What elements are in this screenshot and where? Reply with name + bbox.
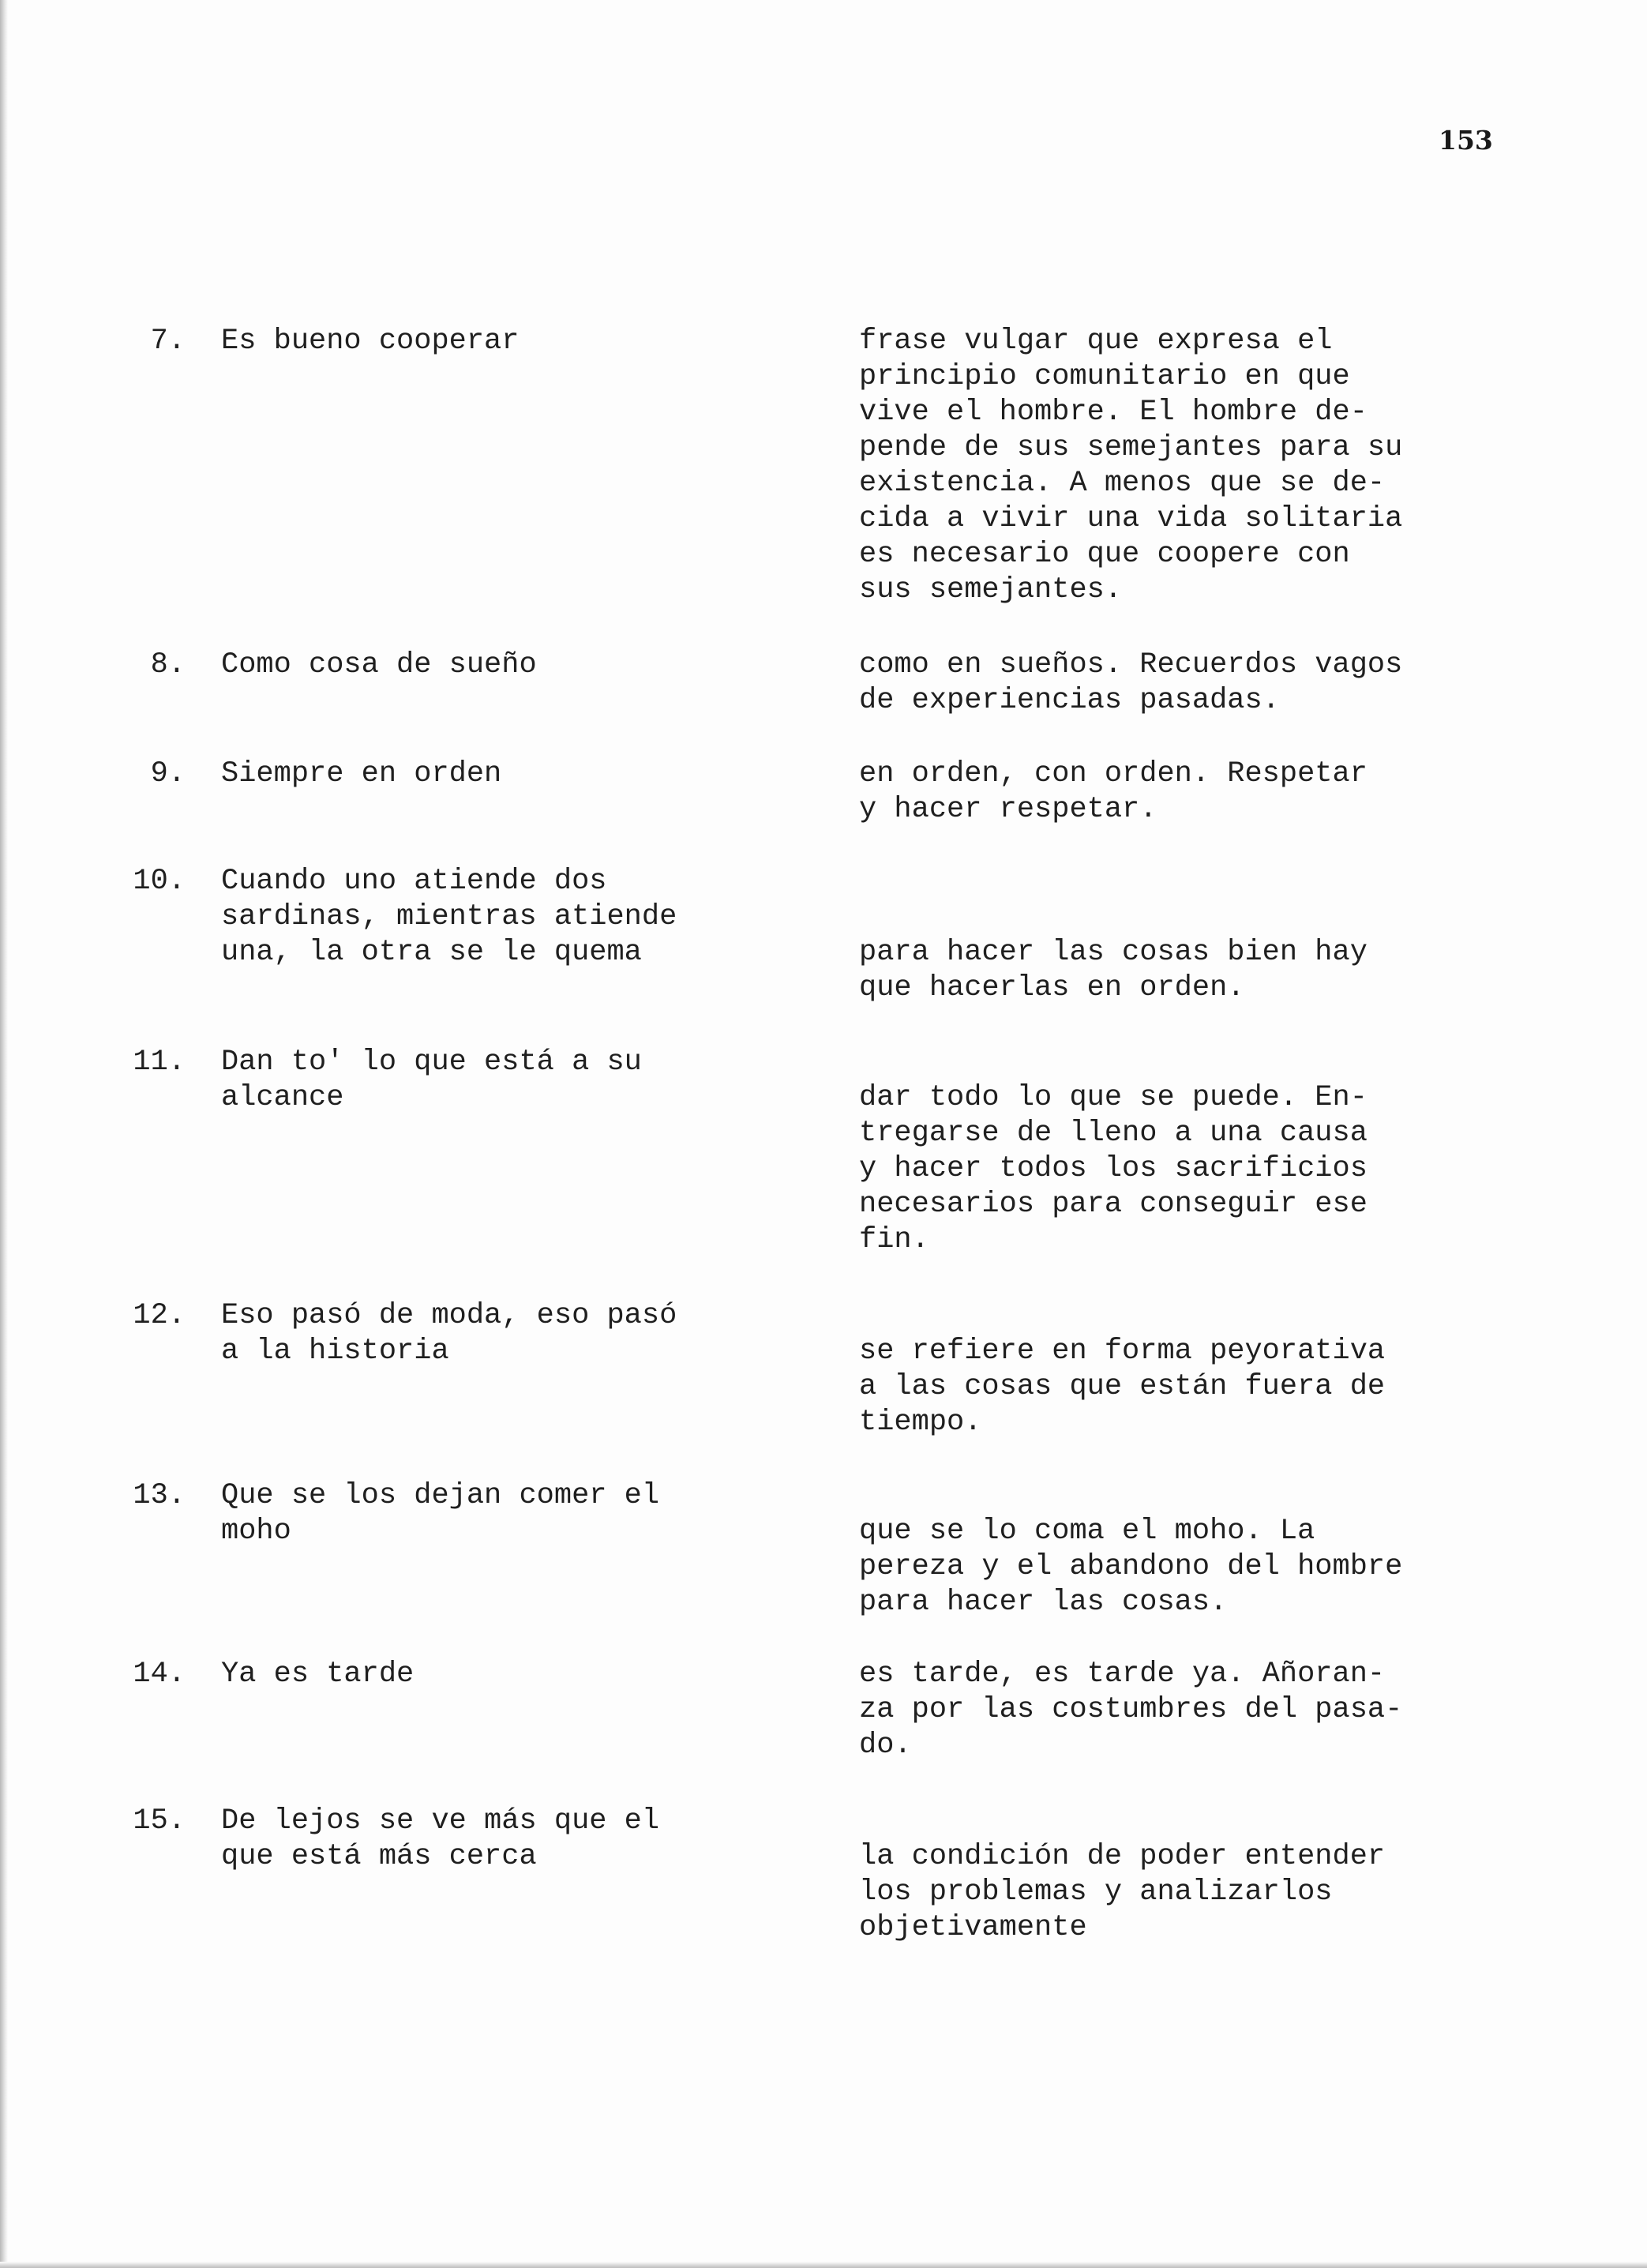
saying-text: Como cosa de sueño (221, 648, 537, 682)
saying-text: Es bueno cooperar (221, 325, 520, 358)
saying-text: Que se los dejan comer el moho (221, 1479, 660, 1548)
meaning-text: es tarde, es tarde ya. Añoran- za por las costumbres del pasa- do. (859, 1658, 1403, 1762)
meaning-text: para hacer las cosas bien hay que hacerlas en orden. (859, 936, 1367, 1004)
saying-text: Ya es tarde (221, 1658, 415, 1691)
entry-number: 7. (150, 325, 186, 358)
saying-text: De lejos se ve más que el que está más cerca (221, 1804, 660, 1873)
page-left-shadow (0, 0, 8, 2268)
entry-number: 14. (133, 1658, 186, 1691)
entry-number: 13. (133, 1479, 186, 1512)
entry-number: 8. (150, 648, 186, 682)
saying-text: Siempre en orden (221, 757, 502, 790)
saying-text: Dan to' lo que está a su alcance (221, 1046, 642, 1114)
saying-text: Cuando uno atiende dos sardinas, mientras atiende una, la otra se le quema (221, 865, 677, 969)
meaning-text: se refiere en forma peyorativa a las cosas que están fuera de tiempo. (859, 1335, 1386, 1439)
entry-number: 12. (133, 1299, 186, 1332)
meaning-text: dar todo lo que se puede. En- tregarse de lleno a una causa y hacer todos los sacrificios necesarios para conseguir ese fin. (859, 1081, 1367, 1256)
entry-number: 15. (133, 1804, 186, 1838)
meaning-text: frase vulgar que expresa el principio comunitario en que vive el hombre. El hombre de- pende de sus semejantes para su existencia. A menos que se de- cida a vivir una vida solitaria es necesario que coopere con sus semejantes. (859, 325, 1403, 606)
page-bottom-shadow (0, 2262, 1647, 2268)
meaning-text: como en sueños. Recuerdos vagos de experiencias pasadas. (859, 648, 1403, 717)
meaning-text: que se lo coma el moho. La pereza y el abandono del hombre para hacer las cosas. (859, 1515, 1403, 1619)
entry-number: 10. (133, 865, 186, 898)
meaning-text: la condición de poder entender los problemas y analizarlos objetivamente (859, 1840, 1386, 1944)
page-number: 153 (1439, 125, 1493, 156)
saying-text: Eso pasó de moda, eso pasó a la historia (221, 1299, 677, 1368)
entry-number: 9. (150, 757, 186, 790)
meaning-text: en orden, con orden. Respetar y hacer respetar. (859, 757, 1367, 826)
entry-number: 11. (133, 1046, 186, 1079)
